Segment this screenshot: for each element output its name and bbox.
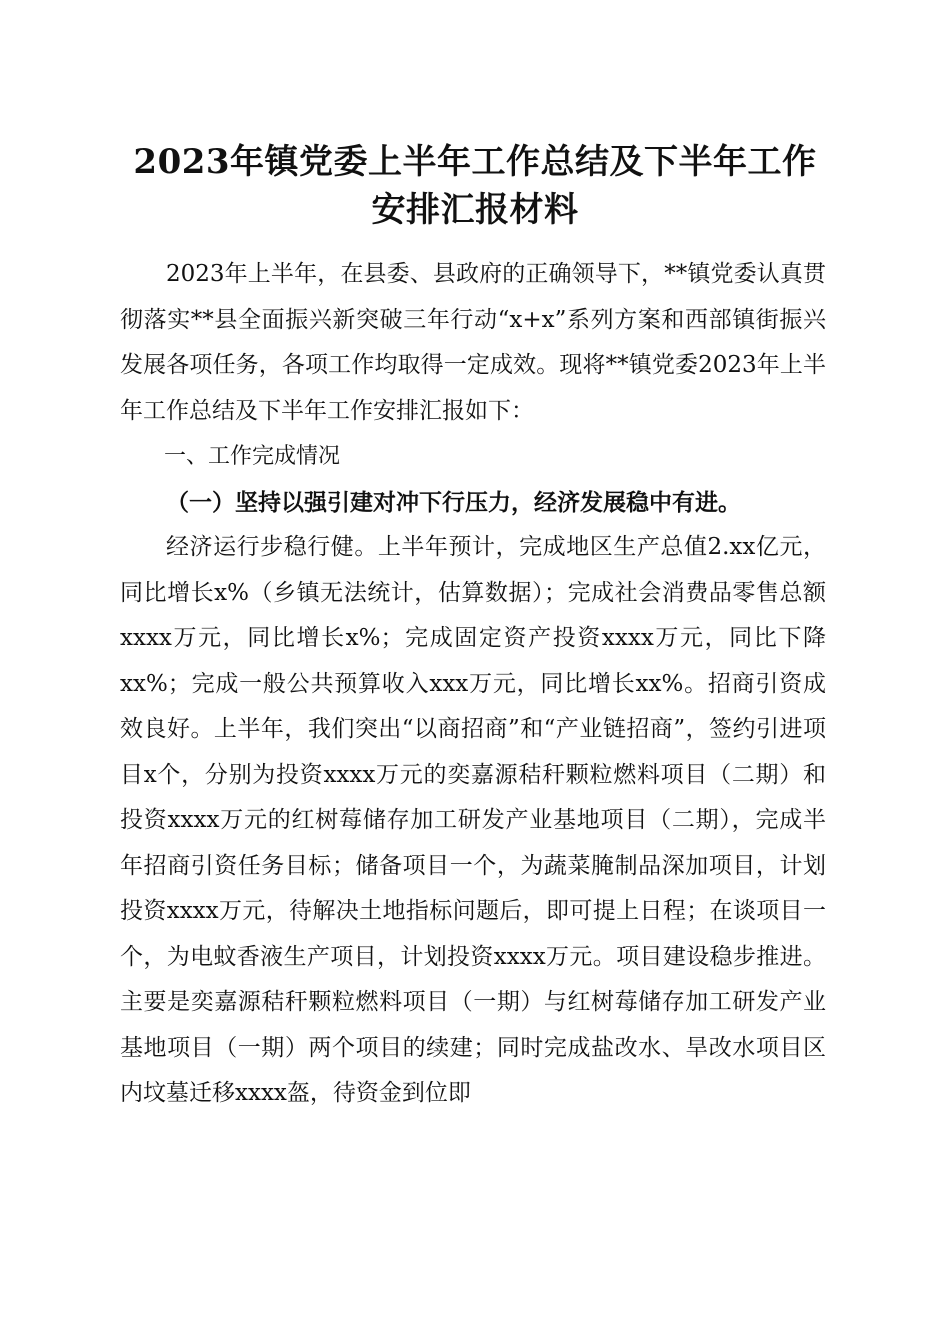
title-line-1: 2023年镇党委上半年工作总结及下半年工作	[133, 142, 817, 182]
subsection-heading-1: （一）坚持以强引建对冲下行压力，经济发展稳中有进。	[166, 488, 741, 516]
document-body	[120, 252, 826, 1117]
intro-paragraph: 2023年上半年，在县委、县政府的正确领导下，**镇党委认真贯彻落实**县全面振兴新突破三年行动“x+x”系列方案和西部镇街振兴发展各项任务，各项工作均取得一定成效。现将**镇党委2023年上半年工作总结及下半年工作安排汇报如下：	[120, 261, 826, 424]
document-title	[120, 138, 830, 234]
body-paragraph-1: 经济运行步稳行健。上半年预计，完成地区生产总值2.xx亿元，同比增长x%（乡镇无法统计，估算数据）；完成社会消费品零售总额xxxx万元，同比增长x%；完成固定资产投资xxxx万元，同比下降xx%；完成一般公共预算收入xxx万元，同比增长xx%。招商引资成效良好。上半年，我们突出“以商招商”和“产业链招商”，签约引进项目x个，分别为投资xxxx万元的奕嘉源秸秆颗粒燃料项目（二期）和投资xxxx万元的红树莓储存加工研发产业基地项目（二期），完成半年招商引资任务目标；储备项目一个，为蔬菜腌制品深加项目，计划投资xxxx万元，待解决土地指标问题后，即可提上日程；在谈项目一个，为电蚊香液生产项目，计划投资xxxx万元。项目建设稳步推进。主要是奕嘉源秸秆颗粒燃料项目（一期）与红树莓储存加工研发产业基地项目（一期）两个项目的续建；同时完成盐改水、旱改水项目区内坟墓迁移xxxx盔，待资金到位即	[120, 534, 826, 1106]
section-heading-1: 一、工作完成情况	[164, 444, 341, 469]
title-line-2: 安排汇报材料	[371, 190, 579, 230]
